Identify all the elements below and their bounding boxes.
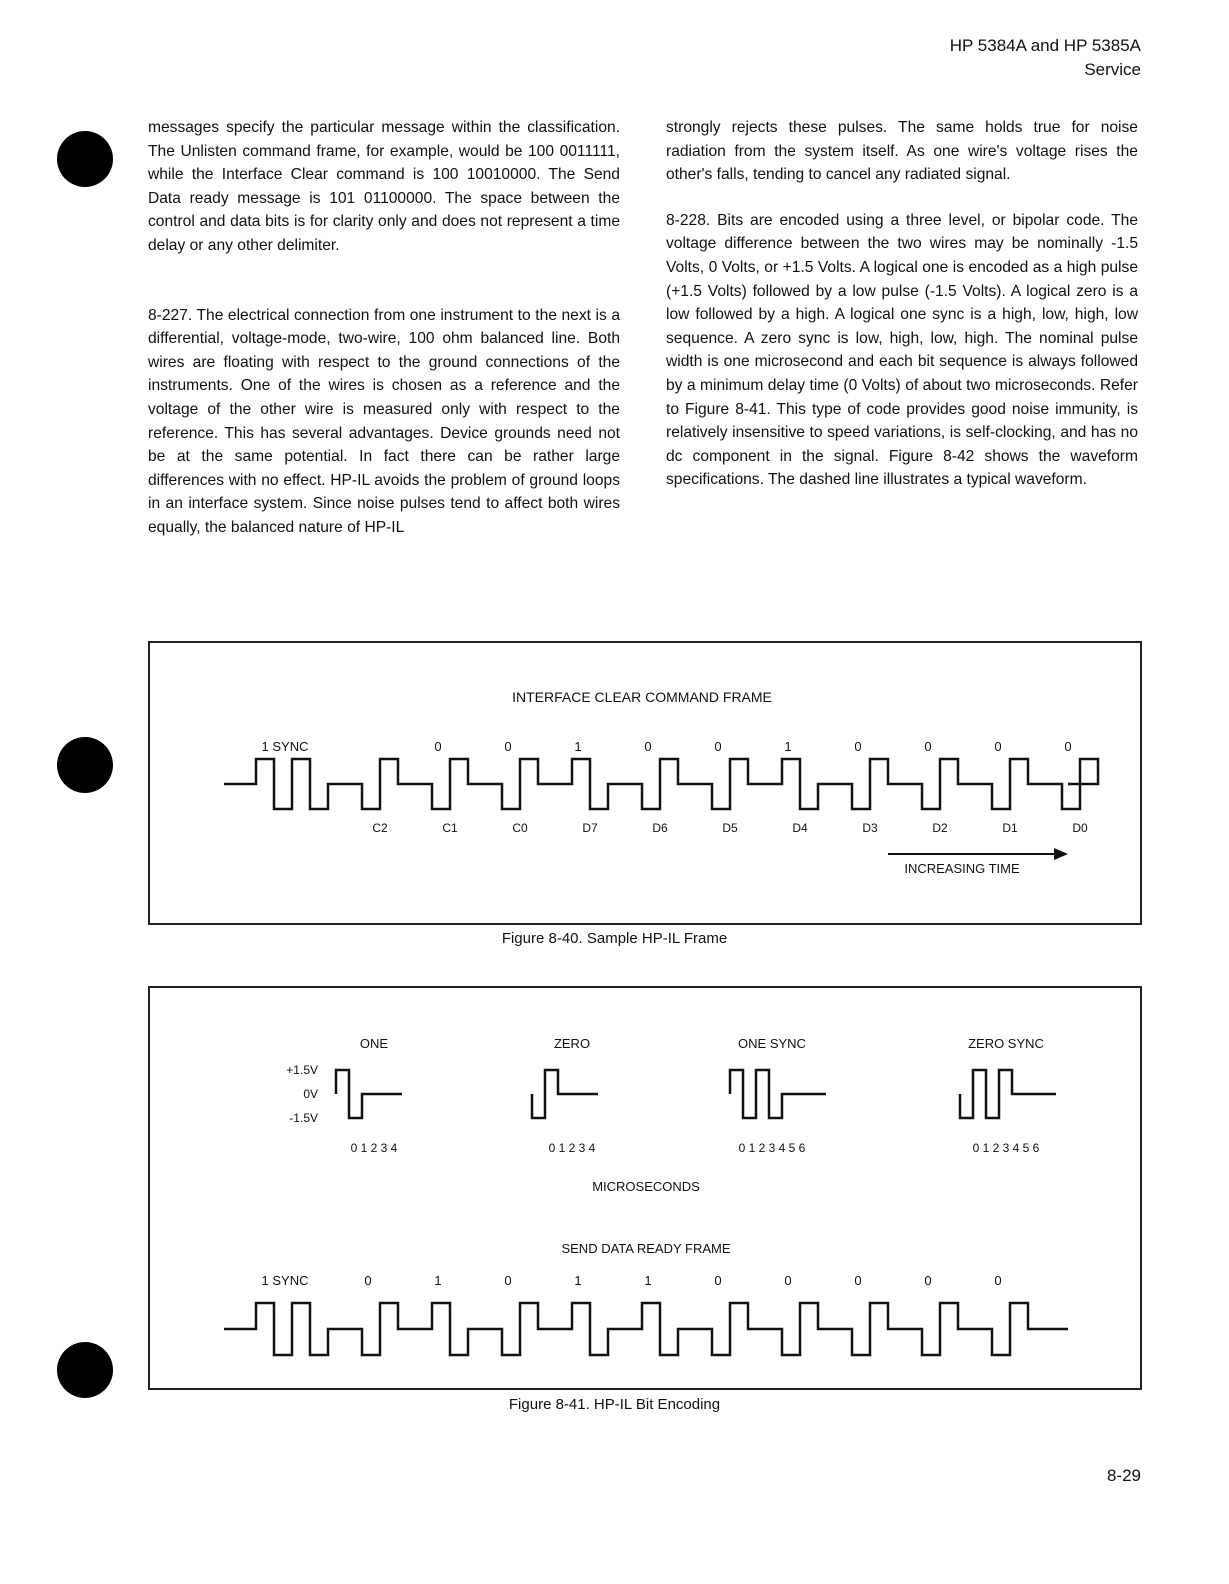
left-column xyxy=(148,116,620,562)
bit-name-label: C1 xyxy=(442,821,458,835)
bit-name-label: D4 xyxy=(792,821,808,835)
sync-label: 1 SYNC xyxy=(261,739,309,754)
waveform-trace xyxy=(224,759,1098,809)
frame-title: INTERFACE CLEAR COMMAND FRAME xyxy=(512,689,772,705)
bit-value-label: 0 xyxy=(854,739,862,754)
bit-value-label: 0 xyxy=(1064,739,1072,754)
zero-waveform xyxy=(532,1070,598,1118)
bit-value-label: 0 xyxy=(504,1273,512,1288)
bit-value-label: 1 xyxy=(784,739,792,754)
send-data-ready-waveform xyxy=(224,1303,1068,1355)
bit-value-label: 0 xyxy=(994,739,1002,754)
bit-value-label: 0 xyxy=(924,1273,932,1288)
bit-value-label: 0 xyxy=(994,1273,1002,1288)
binder-hole-top xyxy=(57,131,113,187)
code-name-label: ONE SYNC xyxy=(738,1036,806,1051)
level-label-high: +1.5V xyxy=(286,1063,318,1077)
bit-value-label: 1 xyxy=(434,1273,442,1288)
bit-encoding-diagram xyxy=(150,988,1140,1388)
bit-value-label: 1 xyxy=(574,739,582,754)
bit-name-label: D5 xyxy=(722,821,738,835)
figure-8-41-caption: Figure 8-41. HP-IL Bit Encoding xyxy=(508,1396,721,1413)
bit-value-label: 0 xyxy=(784,1273,792,1288)
bit-name-label: D2 xyxy=(932,821,948,835)
bit-name-label: D0 xyxy=(1072,821,1088,835)
right-column xyxy=(666,116,1138,514)
bit-name-label: C2 xyxy=(372,821,388,835)
level-label-zero: 0V xyxy=(303,1087,318,1101)
sync-label: 1 SYNC xyxy=(261,1273,309,1288)
figure-8-41 xyxy=(148,986,1142,1390)
level-label-low: -1.5V xyxy=(289,1111,318,1125)
bit-value-label: 0 xyxy=(714,739,722,754)
time-arrow-head xyxy=(1054,848,1068,860)
figure-8-40 xyxy=(148,641,1142,925)
bit-value-label: 0 xyxy=(434,739,442,754)
code-name-label: ZERO xyxy=(553,1036,591,1051)
running-header xyxy=(950,34,1141,82)
frame-waveform-diagram xyxy=(150,643,1140,923)
code-name-label: ZERO SYNC xyxy=(968,1036,1044,1051)
bit-value-label: 1 xyxy=(574,1273,582,1288)
bit-value-label: 0 xyxy=(714,1273,722,1288)
bit-name-label: D7 xyxy=(582,821,598,835)
time-axis-label: 0 1 2 3 4 xyxy=(350,1141,398,1155)
page-number: 8-29 xyxy=(1106,1466,1141,1485)
bit-name-label: D3 xyxy=(862,821,878,835)
time-axis-label: 0 1 2 3 4 5 6 xyxy=(972,1141,1040,1155)
frame-title: SEND DATA READY FRAME xyxy=(561,1241,731,1256)
paragraph: strongly rejects these pulses. The same holds true for noise radiation from the system itself. As one wire's voltage rises the other's falls, tending to cancel any radiated signal. xyxy=(666,119,1138,184)
bit-value-label: 0 xyxy=(504,739,512,754)
zero-sync-waveform xyxy=(960,1070,1056,1118)
code-name-label: ONE xyxy=(359,1036,389,1051)
paragraph: messages specify the particular message within the classification. The Unlisten command frame, for example, would be 100 0011111, while the Interface Clear command is 100 10010000. The Send Data ready message is 101 01100000. The space between the control and data bits is for clarity only and does not represent a time delay or any other delimiter. xyxy=(148,119,620,254)
bit-name-label: D1 xyxy=(1002,821,1018,835)
paragraph-8-227: 8-227. The electrical connection from one instrument to the next is a differential, voltage-mode, two-wire, 100 ohm balanced line. Both wires are floating with respect to the ground connections of the instruments. One of the wires is chosen as a reference and the voltage of the other wire is measured only with respect to the reference. This has several advantages. Device grounds need not be at the same potential. In fact there can be rather large differences with no effect. HP-IL avoids the problem of ground loops in an interface system. Since noise pulses tend to affect both wires equally, the balanced nature of HP-IL xyxy=(148,306,620,536)
bit-value-label: 1 xyxy=(644,1273,652,1288)
bit-name-label: D6 xyxy=(652,821,668,835)
figure-8-40-caption: Figure 8-40. Sample HP-IL Frame xyxy=(501,930,728,947)
bit-value-label: 0 xyxy=(854,1273,862,1288)
axis-unit-label: MICROSECONDS xyxy=(592,1179,700,1194)
bit-value-label: 0 xyxy=(364,1273,372,1288)
bit-value-label: 0 xyxy=(644,739,652,754)
time-axis-label: 0 1 2 3 4 5 6 xyxy=(738,1141,806,1155)
bit-name-label: C0 xyxy=(512,821,528,835)
header-model: HP 5384A and HP 5385A xyxy=(949,36,1141,55)
time-label: INCREASING TIME xyxy=(904,861,1020,876)
one-sync-waveform xyxy=(730,1070,826,1118)
paragraph-8-228: 8-228. Bits are encoded using a three level, or bipolar code. The voltage difference between the two wires may be nominally -1.5 Volts, 0 Volts, or +1.5 Volts. A logical one is encoded as a high pulse (+1.5 Volts) followed by a low pulse (-1.5 Volts). A logical zero is a low followed by a high. A logical one sync is a high, low, high, low sequence. A zero sync is low, high, low, high. The nominal pulse width is one microsecond and each bit sequence is always followed by a minimum delay time (0 Volts) of about two microseconds. Refer to Figure 8-41. This type of code provides good noise immunity, is relatively insensitive to speed variations, is self-clocking, and has no dc component in the signal. Figure 8-42 shows the waveform specifications. The dashed line illustrates a typical waveform. xyxy=(666,211,1138,489)
binder-hole-middle xyxy=(57,737,113,793)
bit-value-label: 0 xyxy=(924,739,932,754)
one-waveform xyxy=(336,1070,402,1118)
time-axis-label: 0 1 2 3 4 xyxy=(548,1141,596,1155)
header-section: Service xyxy=(1084,60,1141,79)
binder-hole-bottom xyxy=(57,1342,113,1398)
